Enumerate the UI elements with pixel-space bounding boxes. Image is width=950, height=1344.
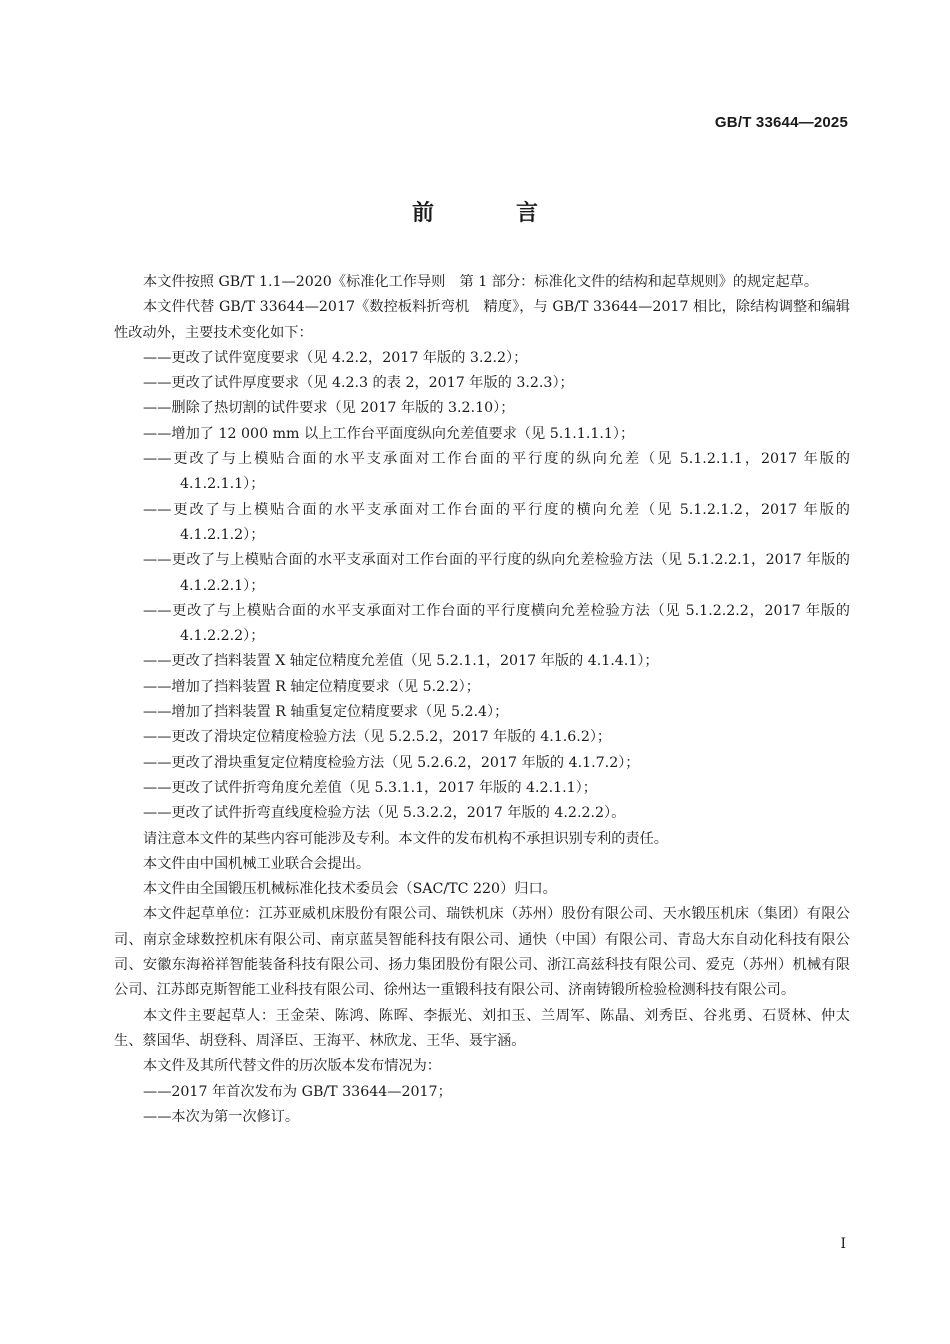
paragraph-drafting-rules: 本文件按照 GB/T 1.1—2020《标准化工作导则 第 1 部分：标准化文件的结构和起草规则》的规定起草。 [143, 274, 819, 290]
change-item: ——更改了试件宽度要求（见 4.2.2，2017 年版的 3.2.2）； [143, 349, 528, 366]
change-item: ——更改了试件折弯角度允差值（见 5.3.1.1，2017 年版的 4.2.1.1）； [143, 779, 597, 796]
page-title: 前 言 [411, 201, 568, 226]
change-item: ——更改了试件厚度要求（见 4.2.3 的表 2，2017 年版的 3.2.3）； [143, 375, 574, 392]
foreword-body [114, 270, 850, 1130]
change-item: ——更改了与上模贴合面的水平支承面对工作台面的平行度的纵向允差检验方法（见 5.1.2.2.1，2017 年版的 4.1.2.2.1）； [143, 552, 850, 594]
page-number: I [840, 1236, 846, 1252]
change-item: ——更改了滑块定位精度检验方法（见 5.2.5.2，2017 年版的 4.1.6.2）； [143, 729, 612, 746]
paragraph-drafting-units: 本文件起草单位：江苏亚威机床股份有限公司、瑞铁机床（苏州）股份有限公司、天水锻压机床（集团）有限公司、南京金球数控机床有限公司、南京蓝昊智能科技有限公司、通快（中国）有限公司、青岛大东自动化科技有限公司、安徽东海裕祥智能装备科技有限公司、扬力集团股份有限公司、浙江高兹科技有限公司、爱克（苏州）机械有限公司、江苏郎克斯智能工业科技有限公司、徐州达一重锻科技有限公司、济南铸锻所检验检测科技有限公司。 [114, 906, 850, 999]
change-item: ——增加了挡料装置 R 轴重复定位精度要求（见 5.2.4）； [143, 704, 509, 721]
change-item: ——增加了挡料装置 R 轴定位精度要求（见 5.2.2）； [143, 678, 480, 695]
paragraph-history-intro: 本文件及其所代替文件的历次版本发布情况为： [143, 1058, 441, 1075]
paragraph-replaces: 本文件代替 GB/T 33644—2017《数控板料折弯机 精度》，与 GB/T 33644—2017 相比，除结构调整和编辑性改动外，主要技术变化如下： [114, 299, 850, 341]
change-item: ——更改了挡料装置 X 轴定位精度允差值（见 5.2.1.1，2017 年版的 4.1.4.1）； [143, 653, 659, 670]
history-item: ——2017 年首次发布为 GB/T 33644—2017； [143, 1083, 452, 1100]
history-item: ——本次为第一次修订。 [143, 1108, 300, 1125]
paragraph-patent-notice: 请注意本文件的某些内容可能涉及专利。本文件的发布机构不承担识别专利的责任。 [143, 830, 668, 847]
change-item: ——更改了与上模贴合面的水平支承面对工作台面的平行度的横向允差（见 5.1.2.1.2，2017 年版的 4.1.2.1.2）； [143, 501, 850, 543]
paragraph-committee: 本文件由全国锻压机械标准化技术委员会（SAC/TC 220）归口。 [143, 881, 557, 898]
change-item: ——增加了 12 000 mm 以上工作台平面度纵向允差值要求（见 5.1.1.1.1）； [143, 425, 635, 442]
change-item: ——删除了热切割的试件要求（见 2017 年版的 3.2.10）； [143, 400, 515, 417]
change-item: ——更改了与上模贴合面的水平支承面对工作台面的平行度的纵向允差（见 5.1.2.1.1，2017 年版的 4.1.2.1.1）； [143, 451, 850, 493]
paragraph-proposer: 本文件由中国机械工业联合会提出。 [143, 855, 371, 872]
change-item: ——更改了试件折弯直线度检验方法（见 5.3.2.2，2017 年版的 4.2.2.2）。 [143, 805, 626, 822]
paragraph-drafters: 本文件主要起草人：王金荣、陈鸿、陈晖、李振光、刘扣玉、兰周军、陈晶、刘秀臣、谷兆勇、石贤林、仲太生、蔡国华、胡登科、周泽臣、王海平、林欣龙、王华、聂宇涵。 [114, 1007, 850, 1049]
standard-number: GB/T 33644—2025 [714, 114, 848, 131]
change-item: ——更改了与上模贴合面的水平支承面对工作台面的平行度横向允差检验方法（见 5.1.2.2.2，2017 年版的 4.1.2.2.2）； [143, 602, 850, 645]
change-item: ——更改了滑块重复定位精度检验方法（见 5.2.6.2，2017 年版的 4.1.7.2）； [143, 754, 640, 771]
